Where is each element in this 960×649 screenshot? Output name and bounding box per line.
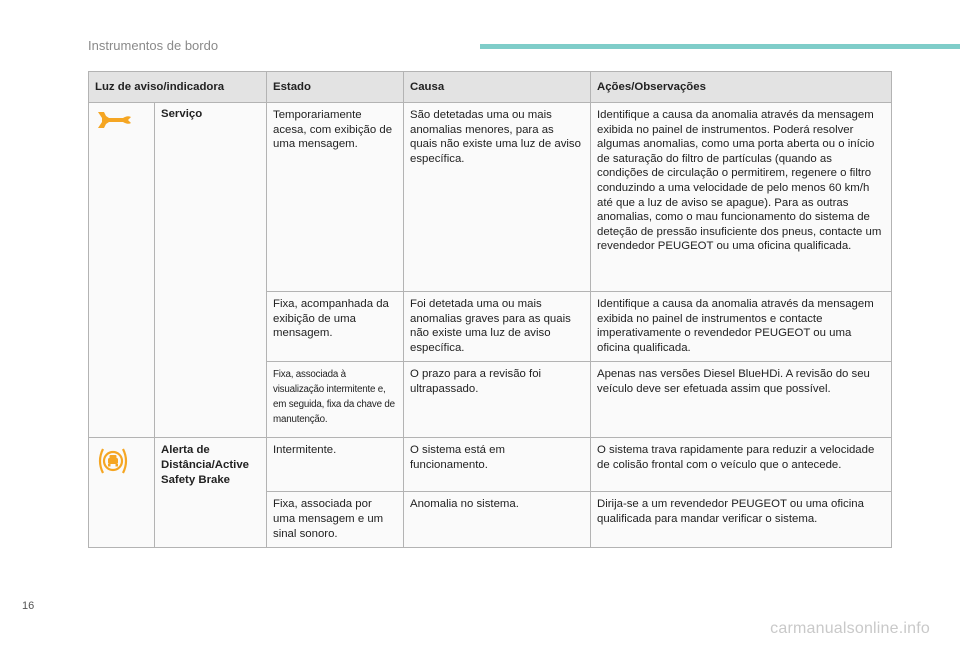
- estado-cell: Temporariamente acesa, com exibição de uma mensagem.: [267, 103, 404, 292]
- column-header-causa: Causa: [404, 72, 591, 103]
- acoes-cell: Identifique a causa da anomalia através da mensagem exibida no painel de instrumentos. Poderá resolver algumas anomalias, como uma porta aberta ou o início de saturação do filtro de partículas (quando as condições de circulação o permitirem, regenere o filtro conduzindo a uma velocidade de pelo menos 60 km/h até que a luz de aviso se apague). Para as outras anomalias, como o mau funcionamento do sistema de deteção de pressão insuficiente dos pneus, contacte um revendedor PEUGEOT ou uma oficina qualificada.: [591, 103, 892, 292]
- estado-cell: Intermitente.: [267, 438, 404, 492]
- service-light-icon-cell: [89, 103, 155, 438]
- acoes-cell: Identifique a causa da anomalia através da mensagem exibida no painel de instrumentos e contacte imperativamente o revendedor PEUGEOT ou uma oficina qualificada.: [591, 292, 892, 362]
- collision-light-icon-cell: [89, 438, 155, 548]
- wrench-icon: [95, 108, 133, 132]
- table-row: [89, 438, 892, 492]
- causa-cell: São detetadas uma ou mais anomalias menores, para as quais não existe uma luz de aviso específica.: [404, 103, 591, 292]
- column-header-light: Luz de aviso/indicadora: [89, 72, 267, 103]
- causa-cell: O prazo para a revisão foi ultrapassado.: [404, 362, 591, 438]
- causa-cell: Foi detetada uma ou mais anomalias graves para as quais não existe uma luz de aviso específica.: [404, 292, 591, 362]
- column-header-estado: Estado: [267, 72, 404, 103]
- warning-lights-table: [88, 71, 892, 548]
- estado-cell: Fixa, associada à visualização intermitente e, em seguida, fixa da chave de manutenção.: [267, 362, 404, 438]
- section-title: Instrumentos de bordo: [88, 38, 219, 53]
- watermark: carmanualsonline.info: [770, 620, 930, 637]
- column-header-acoes: Ações/Observações: [591, 72, 892, 103]
- causa-cell: O sistema está em funcionamento.: [404, 438, 591, 492]
- estado-cell: Fixa, acompanhada da exibição de uma mensagem.: [267, 292, 404, 362]
- table-row: [89, 103, 892, 292]
- estado-cell: Fixa, associada por uma mensagem e um sinal sonoro.: [267, 492, 404, 548]
- page-number: 16: [22, 600, 35, 612]
- section-accent-bar: [480, 44, 960, 49]
- acoes-cell: Apenas nas versões Diesel BlueHDi. A revisão do seu veículo deve ser efetuada assim que possível.: [591, 362, 892, 438]
- acoes-cell: Dirija-se a um revendedor PEUGEOT ou uma oficina qualificada para mandar verificar o sistema.: [591, 492, 892, 548]
- light-name-alerta-distancia: Alerta de Distância/Active Safety Brake: [155, 438, 267, 548]
- collision-alert-icon: [95, 443, 131, 479]
- light-name-servico: Serviço: [155, 103, 267, 438]
- causa-cell: Anomalia no sistema.: [404, 492, 591, 548]
- table-header-row: [89, 72, 892, 103]
- acoes-cell: O sistema trava rapidamente para reduzir a velocidade de colisão frontal com o veículo que o antecede.: [591, 438, 892, 492]
